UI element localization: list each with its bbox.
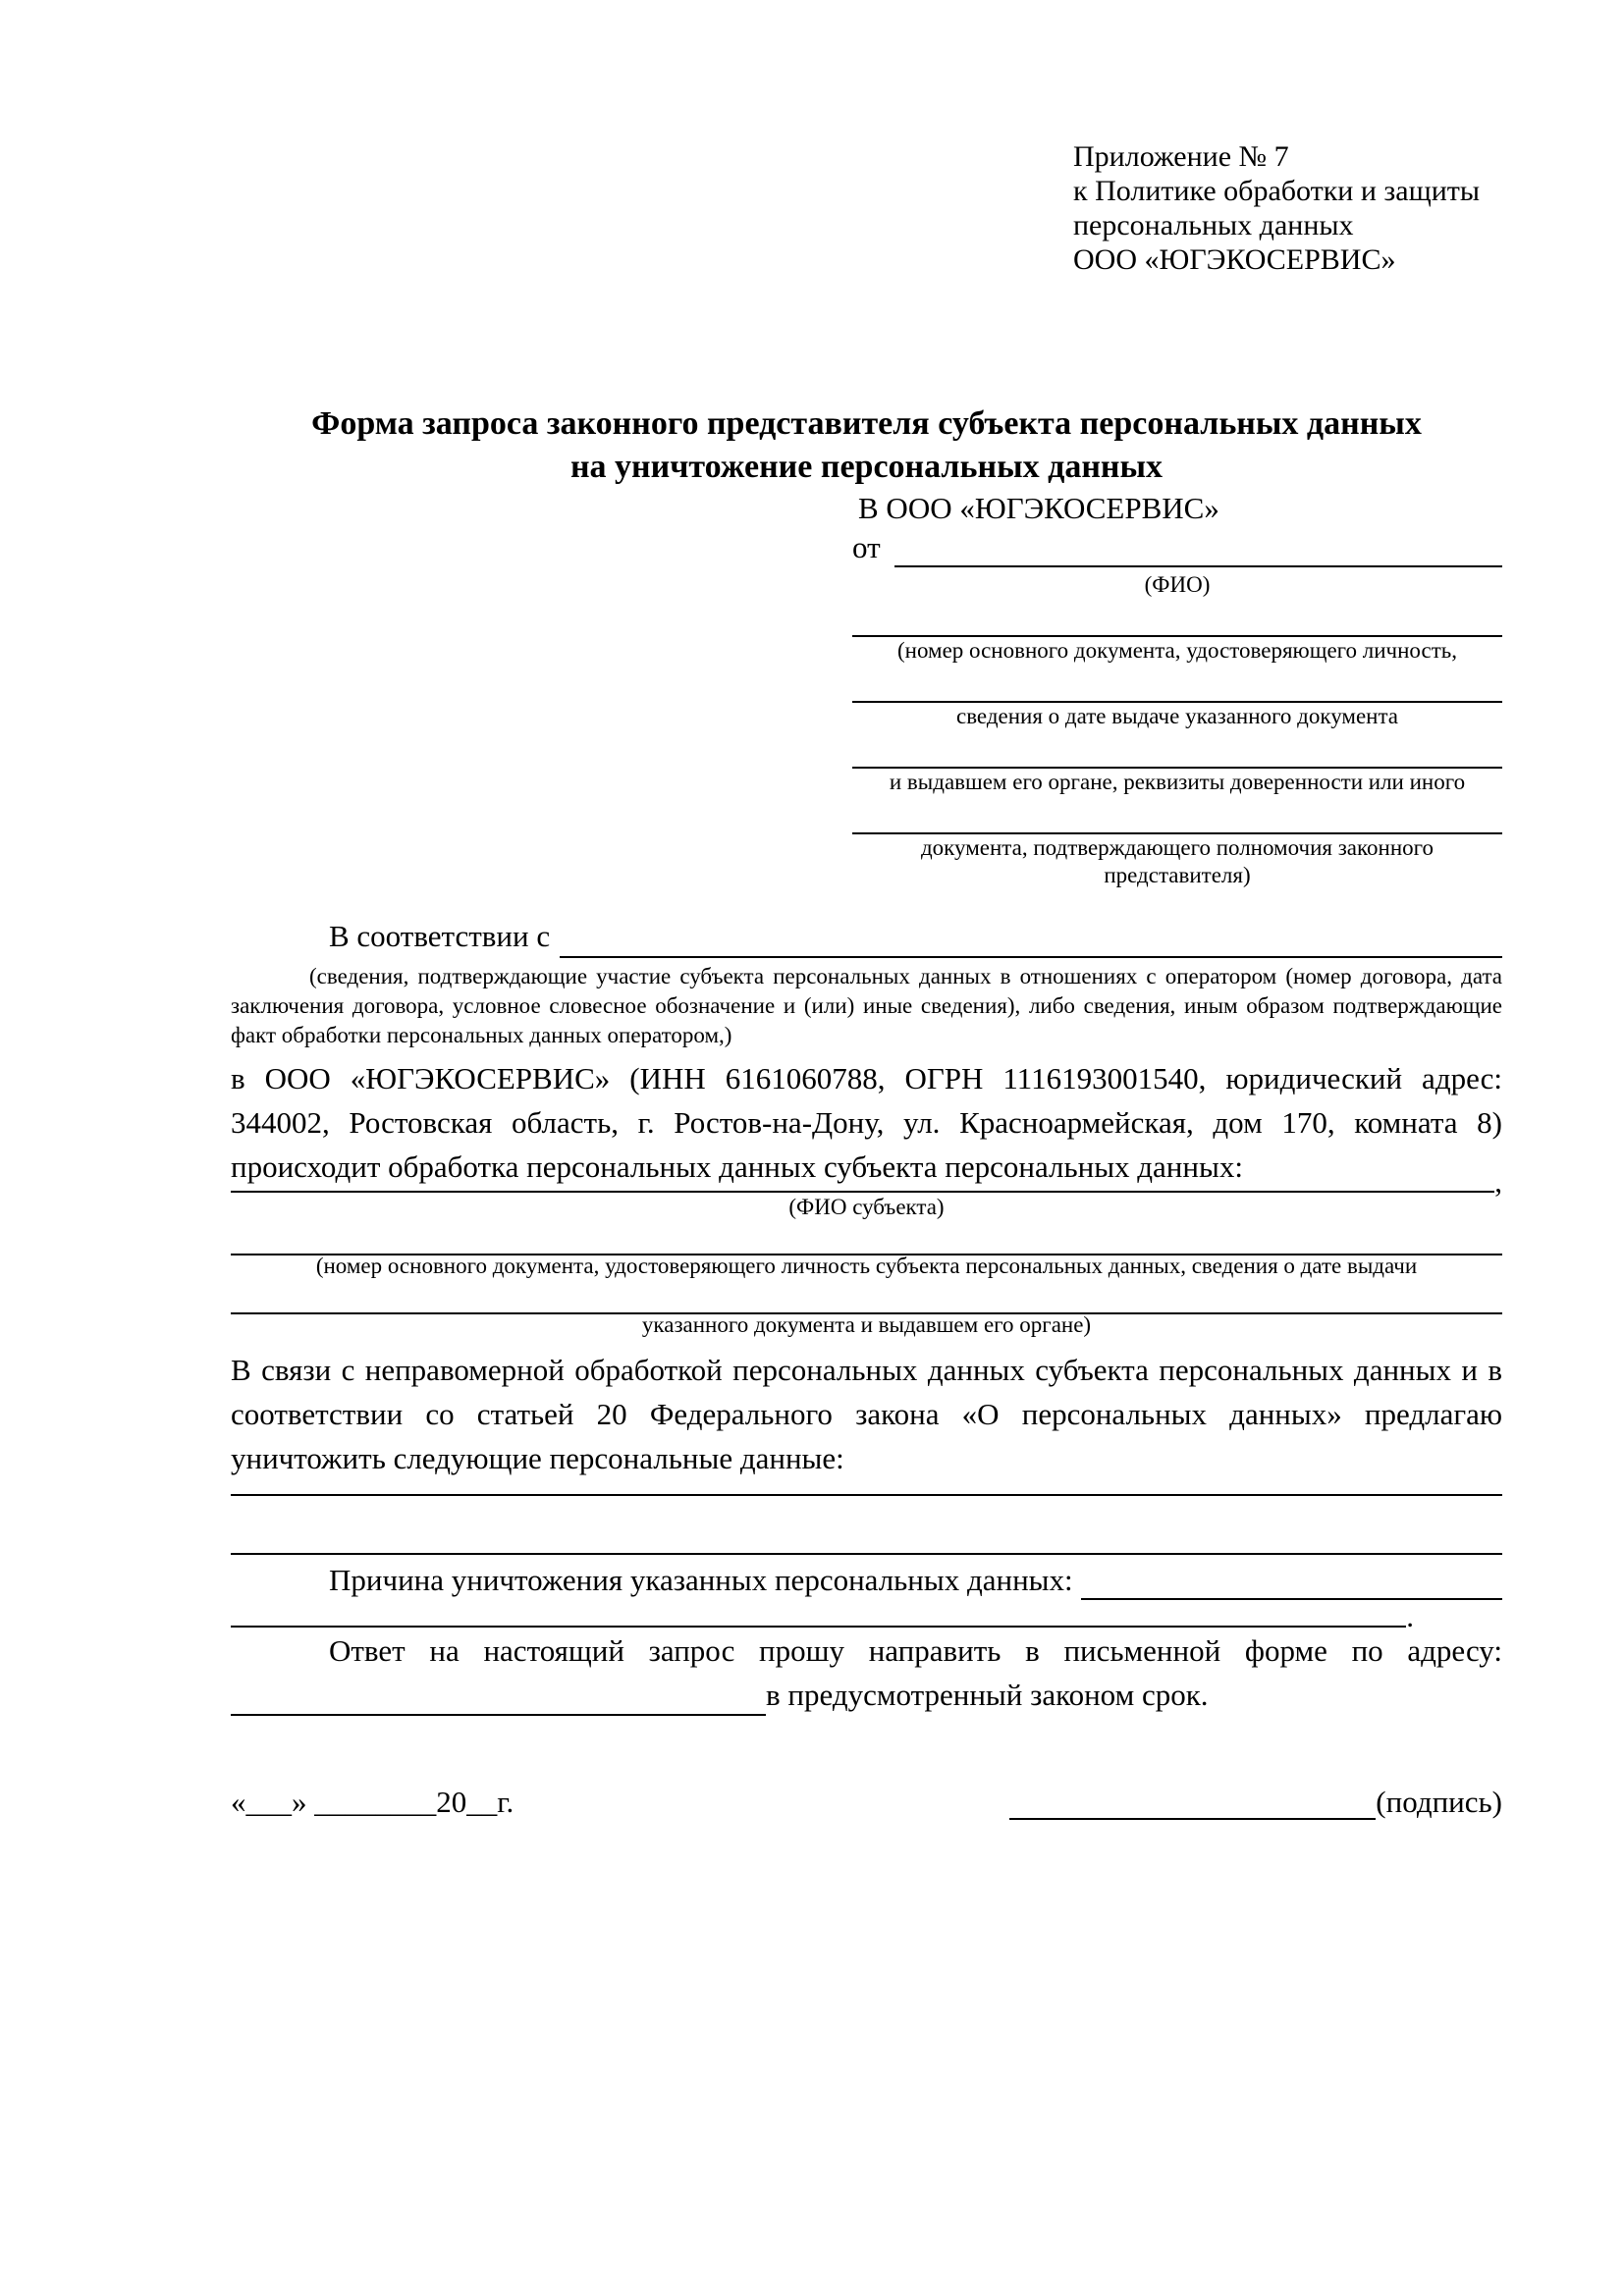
blank-line: [231, 1606, 1406, 1628]
appendix-header-line: ООО «ЮГЭКОСЕРВИС»: [1073, 243, 1396, 276]
accordance-field: [231, 919, 1502, 962]
field-caption: (номер основного документа, удостоверяющего личность,: [896, 638, 1457, 663]
blank-line: [852, 665, 1502, 703]
representative-document-field: [852, 665, 1502, 730]
accordance-caption: (сведения, подтверждающие участие субъекта персональных данных в отношениях с оператором (номер договора, дата заключения договора, условное словесное обозначение и (или) иные сведения), либо сведения, иным образом подтверждающие факт обработки персональных данных оператором,): [231, 964, 1502, 1047]
addressee-organization: В ООО «ЮГЭКОСЕРВИС»: [858, 491, 1219, 525]
subject-fio-caption: (ФИО субъекта): [788, 1195, 945, 1219]
signature-caption: (подпись): [1376, 1785, 1502, 1819]
reply-address-blank-line: [231, 1678, 766, 1716]
signature-row-spacer: [514, 1785, 1009, 1828]
date-field: «___» ________20__г.: [231, 1785, 514, 1819]
trailing-comma: ,: [1494, 1164, 1502, 1199]
personal-data-blank-line: [231, 1480, 1502, 1496]
field-caption: сведения о дате выдаче указанного документа: [955, 704, 1399, 728]
blank-line: [852, 796, 1502, 834]
subject-fio-field: [231, 1164, 1502, 1219]
subject-document-field: [231, 1218, 1502, 1277]
blank-line: [852, 730, 1502, 769]
representative-document-field: [852, 599, 1502, 665]
addressee-block: [852, 489, 1502, 889]
destruction-reason-blank-line: [1081, 1563, 1502, 1600]
reply-sentence-tail: в предусмотренный законом срок.: [766, 1678, 1209, 1712]
accordance-blank-line: [560, 919, 1502, 958]
unlawful-processing-paragraph: В связи с неправомерной обработкой персональных данных субъекта персональных данных и в соответствии со статьей 20 Федерального закона «О персональных данных» предлагаю уничтожить следующие персональные данные:: [231, 1353, 1502, 1475]
representative-fio-blank-line: [894, 530, 1502, 567]
fio-caption: (ФИО): [1144, 572, 1211, 597]
destruction-reason-field: [231, 1563, 1502, 1606]
blank-line: [231, 1277, 1502, 1314]
appendix-header-line: к Политике обработки и защиты: [1073, 175, 1481, 207]
reply-address-field: [231, 1678, 1502, 1722]
reply-request-sentence: Ответ на настоящий запрос прошу направить в письменной форме по адресу:: [329, 1633, 1502, 1668]
reason-continuation-line: [231, 1599, 1502, 1633]
destruction-reason-label: Причина уничтожения указанных персональных данных:: [329, 1563, 1073, 1597]
document-title: [231, 402, 1502, 489]
appendix-header-line: персональных данных: [1073, 209, 1354, 241]
subject-document-caption: указанного документа и выдавшем его органе): [641, 1312, 1092, 1337]
signature-blank-line: [1009, 1785, 1376, 1820]
subject-fio-blank-line: [231, 1167, 1494, 1193]
blank-line: [852, 599, 1502, 637]
document-title-line2: на уничтожение персональных данных: [569, 449, 1164, 485]
personal-data-blank-line: [231, 1496, 1502, 1555]
subject-document-caption: (номер основного документа, удостоверяющего личность субъекта персональных данных, сведения о дате выдачи: [315, 1254, 1418, 1278]
document-title-line1: Форма запроса законного представителя субъекта персональных данных: [311, 405, 1422, 442]
subject-fio-line-row: [231, 1164, 1502, 1199]
appendix-header: [1073, 139, 1502, 277]
appendix-header-line: Приложение № 7: [1073, 140, 1289, 173]
field-caption: документа, подтверждающего полномочия законного представителя): [920, 835, 1434, 887]
blank-line: [231, 1218, 1502, 1255]
accordance-label: В соответствии с: [329, 919, 551, 953]
subject-document-field: [231, 1277, 1502, 1336]
representative-document-field: [852, 796, 1502, 889]
operator-paragraph: в ООО «ЮГЭКОСЕРВИС» (ИНН 6161060788, ОГРН 1116193001540, юридический адрес: 344002, Ростовская область, г. Ростов-на-Дону, ул. Красноармейская, дом 170, комната 8) происходит обработка персональных данных субъекта персональных данных:: [231, 1061, 1502, 1184]
from-label: от: [852, 530, 881, 564]
field-caption: и выдавшем его органе, реквизиты доверенности или иного: [889, 770, 1466, 794]
from-field: [852, 530, 1502, 571]
trailing-period: .: [1406, 1599, 1414, 1633]
representative-document-field: [852, 730, 1502, 796]
signature-row: [231, 1785, 1502, 1828]
